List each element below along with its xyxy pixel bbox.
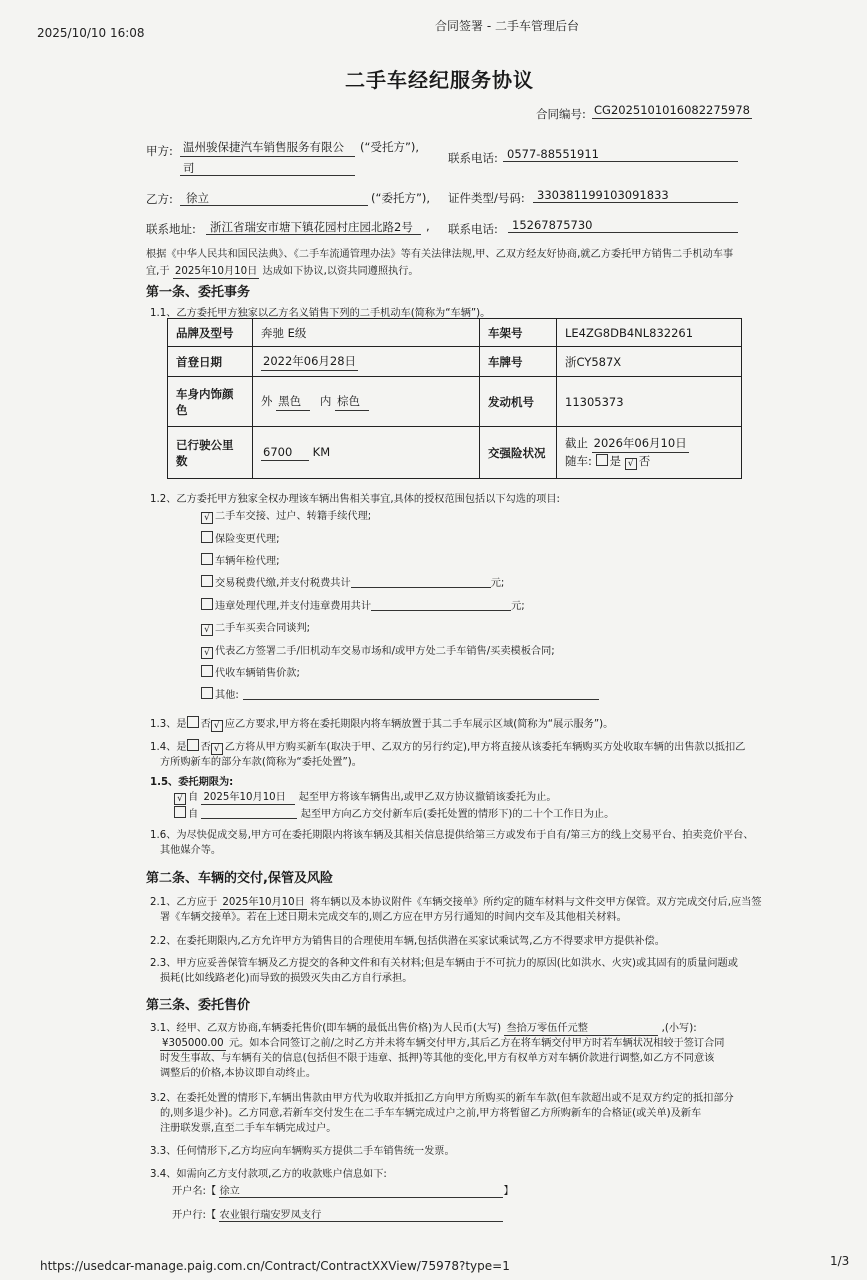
term-from-label: 自 — [188, 792, 199, 803]
engine-value: 11305373 — [557, 377, 742, 427]
bank-row — [172, 1206, 503, 1222]
clause-3-2-line-3: 注册联发票,直至二手车车辆完成过户。 — [160, 1123, 337, 1134]
party-b-label: 乙方: — [146, 192, 173, 206]
article-2-heading: 第二条、车辆的交付,保管及风险 — [146, 871, 333, 886]
option-checkbox[interactable] — [201, 687, 213, 699]
mileage-label-1: 已行驶公里 — [176, 437, 234, 452]
option-label: 违章处理代理,并支付违章费用共计 — [215, 601, 372, 612]
option-label: 其他: — [215, 690, 239, 701]
option-insurance — [201, 530, 280, 545]
clause-1-3-text: 应乙方要求,甲方将在委托期限内将车辆放置于其二手车展示区域(简称为“展示服务”)。 — [224, 719, 614, 730]
insurance-no-checkbox[interactable]: √ — [625, 458, 637, 470]
footer-url: https://usedcar-manage.paig.com.cn/Contract/ContractXXView/75978?type=1 — [40, 1259, 510, 1273]
clause-3-2-line-2: 的,则多退少补)。乙方同意,若新车交付发生在二手车车辆完成过户之前,甲方将暂留乙方所购新车的合格证(或关单)及新车 — [160, 1108, 702, 1119]
interior-prefix: 内 — [319, 393, 332, 408]
option-label: 保险变更代理; — [215, 534, 280, 545]
clause-3-3: 3.3、任何情形下,乙方均应向车辆购买方提供二手车销售统一发票。 — [150, 1146, 455, 1157]
insurance-yes-label: 是 — [609, 454, 622, 468]
interior-color: 棕色 — [335, 393, 369, 411]
plate-value: 浙CY587X — [557, 347, 742, 377]
clause-3-1-line-3: 时发生事故、与车辆有关的信息(包括但不限于违章、抵押)等其他的变化,甲方有权单方对车辆价款进行调整,如乙方不同意该 — [160, 1053, 715, 1064]
party-b-role: (“委托方”), — [371, 191, 431, 205]
clause-3-2-line-1: 3.2、在委托处置的情形下,车辆出售款由甲方代为收取并抵扣乙方向甲方所购买的新车车款(但车款超出或不足双方约定的抵扣部分 — [150, 1093, 734, 1104]
document-title: 二手车经纪服务协议 — [345, 68, 534, 92]
color-value — [253, 377, 480, 427]
print-datetime: 2025/10/10 16:08 — [37, 26, 145, 40]
option-negotiation — [201, 619, 310, 636]
price-lower: ¥305000.00 — [162, 1038, 224, 1049]
preamble-suffix: 达成如下协议,以资共同遵照执行。 — [262, 266, 419, 277]
option-checkbox[interactable] — [201, 575, 213, 587]
color-label-1: 车身内饰颜 — [176, 386, 234, 401]
party-b-id: 330381199103091833 — [537, 188, 669, 202]
option-sign-contract — [201, 642, 555, 659]
clause-1-3-no-checkbox[interactable]: √ — [211, 720, 223, 732]
insurance-yes-checkbox[interactable] — [596, 454, 608, 466]
option-label: 二手车买卖合同谈判; — [215, 623, 311, 634]
clause-1-6-line-1: 1.6、为尽快促成交易,甲方可在委托期限内将该车辆及其相关信息提供给第三方或发布于自有/第三方的线上交易平台、拍卖竞价平台、 — [150, 830, 754, 841]
exterior-prefix: 外 — [261, 393, 273, 408]
mileage-value — [253, 427, 480, 479]
clause-2-1-text: 将车辆以及本协议附件《车辆交接单》所约定的随车材料与文件交甲方保管。双方完成交付后,应当签 — [310, 897, 762, 908]
option-checkbox[interactable]: √ — [201, 647, 213, 659]
plate-label: 车牌号 — [480, 347, 557, 377]
preamble-line-2 — [146, 262, 419, 279]
insurance-date: 2026年06月10日 — [592, 435, 689, 453]
account-name-label: 开户名: — [172, 1186, 206, 1197]
clause-2-1-cont: 署《车辆交接单》。若在上述日期未完成交车的,则乙方应在甲方另行通知的时间内交车及其他相关材料。 — [160, 912, 627, 923]
term-from-label-2: 自 — [188, 809, 199, 820]
option-checkbox[interactable]: √ — [201, 624, 213, 636]
mileage-number: 6700 — [261, 445, 309, 461]
clause-2-3-line-1: 2.3、甲方应妥善保管车辆及乙方提交的各种文件和有关材料;但是车辆由于不可抗力的原因(比如洪水、火灾)或其固有的质量问题或 — [150, 958, 738, 969]
option-label: 二手车交接、过户、转籍手续代理; — [215, 511, 372, 522]
article-3-heading: 第三条、委托售价 — [146, 998, 251, 1013]
option-checkbox[interactable] — [201, 553, 213, 565]
option-other — [201, 686, 599, 701]
clause-1-1: 1.1、乙方委托甲方独家以乙方名义销售下列的二手机动车(简称为“车辆”)。 — [150, 308, 491, 319]
clause-3-1-mid: ,(小写): — [661, 1023, 697, 1034]
option-collect-payment — [201, 664, 300, 679]
clause-2-1-prefix: 2.1、乙方应于 — [150, 897, 218, 908]
option-tax — [201, 574, 504, 589]
clause-1-3-yes: 1.3、是 — [150, 719, 187, 730]
party-a-label: 甲方: — [146, 144, 173, 158]
vehicle-info-table — [167, 318, 742, 479]
bank-label: 开户行: — [172, 1210, 206, 1221]
party-a-name-2: 司 — [183, 161, 195, 175]
clause-3-1-prefix: 3.1、经甲、乙双方协商,车辆委托售价(即车辆的最低出售价格)为人民币(大写) — [150, 1023, 502, 1034]
reg-date-label: 首登日期 — [168, 347, 253, 377]
account-name: 徐立 — [219, 1186, 240, 1197]
term-option-1-text: 起至甲方将该车辆售出,或甲乙双方协议撤销该委托为止。 — [298, 792, 557, 803]
clause-1-3-no: 否 — [200, 719, 211, 730]
clause-1-3 — [150, 715, 613, 732]
party-a-phone: 0577-88551911 — [507, 147, 599, 161]
color-label-2: 色 — [176, 402, 188, 417]
option-checkbox[interactable] — [201, 598, 213, 610]
term-start-date: 2025年10月10日 — [201, 788, 295, 805]
party-a-role: (“受托方”), — [360, 140, 420, 154]
price-upper: 叁拾万零伍仟元整 — [504, 1019, 658, 1036]
clause-1-4-text: 乙方将从甲方购买新车(取决于甲、乙双方的另行约定),甲方将直接从该委托车辆购买方处收取车辆的出售款以抵扣乙 — [224, 742, 746, 753]
mileage-unit: KM — [312, 444, 331, 459]
term-option-1-checkbox[interactable]: √ — [174, 793, 186, 805]
clause-1-4-cont: 方所购新车的部分车款(简称为“委托处置”)。 — [160, 757, 362, 768]
delivery-date: 2025年10月10日 — [220, 893, 306, 910]
account-name-field — [219, 1182, 503, 1198]
mileage-label — [168, 427, 253, 479]
option-suffix: 元; — [490, 578, 505, 589]
bank-name: 农业银行瑞安罗凤支行 — [219, 1210, 322, 1221]
party-b-address-label: 联系地址: — [146, 222, 196, 236]
reg-date-cell — [253, 347, 480, 377]
party-b-phone: 15267875730 — [512, 218, 593, 232]
option-label: 代收车辆销售价款; — [215, 668, 300, 679]
bank-field — [219, 1206, 503, 1222]
insurance-follow-label: 随车: — [565, 454, 592, 468]
address-comma: , — [426, 219, 430, 233]
bracket-right: 】 — [503, 1186, 514, 1197]
account-name-row — [172, 1182, 514, 1198]
option-suffix: 元; — [511, 601, 525, 612]
article-1-heading: 第一条、委托事务 — [146, 285, 251, 300]
color-label — [168, 377, 253, 427]
option-label: 交易税费代缴,并支付税费共计 — [215, 578, 351, 589]
party-b-phone-label: 联系电话: — [448, 222, 498, 236]
party-b-name: 徐立 — [186, 191, 209, 205]
vin-label: 车架号 — [480, 319, 557, 347]
party-a-phone-label: 联系电话: — [448, 151, 498, 165]
clause-1-4-no: 否 — [200, 742, 211, 753]
party-a-name-1: 温州骏保捷汽车销售服务有限公 — [183, 140, 344, 154]
term-option-2 — [174, 805, 614, 820]
option-label: 代表乙方签署二手/旧机动车交易市场和/或甲方处二手车销售/买卖模板合同; — [215, 646, 555, 657]
exterior-color: 黑色 — [276, 393, 310, 411]
clause-1-5-label: 1.5、委托期限为: — [150, 777, 234, 788]
clause-3-4: 3.4、如需向乙方支付款项,乙方的收款账户信息如下: — [150, 1169, 387, 1180]
bracket-left: 【 — [206, 1186, 217, 1197]
option-violation — [201, 597, 525, 612]
party-b-id-label: 证件类型/号码: — [448, 191, 525, 205]
contract-no-label: 合同编号: — [536, 107, 586, 121]
insurance-value — [557, 427, 742, 479]
insurance-no-label: 否 — [638, 454, 651, 468]
page-title: 合同签署 - 二手车管理后台 — [435, 19, 579, 33]
clause-1-4-yes: 1.4、是 — [150, 742, 187, 753]
bracket-left: 【 — [206, 1210, 217, 1221]
term-option-2-checkbox[interactable] — [174, 806, 186, 818]
engine-label: 发动机号 — [480, 377, 557, 427]
agreement-date: 2025年10月10日 — [173, 262, 259, 279]
preamble-prefix: 宜,于 — [146, 266, 170, 277]
preamble-line-1: 根据《中华人民共和国民法典》、《二手车流通管理办法》等有关法律法规,甲、乙双方经友好协商,就乙方委托甲方销售二手机动车事 — [146, 249, 734, 260]
insurance-until-label: 截止 — [565, 436, 588, 450]
term-option-2-text: 起至甲方向乙方交付新车后(委托处置的情形下)的二十个工作日为止。 — [300, 809, 615, 820]
contract-no: CG2025101016082275978 — [594, 103, 750, 117]
option-label: 车辆年检代理; — [215, 556, 280, 567]
clause-1-3-yes-checkbox[interactable] — [187, 716, 199, 728]
vin-value: LE4ZG8DB4NL832261 — [557, 319, 742, 347]
option-checkbox[interactable]: √ — [201, 512, 213, 524]
clause-1-4-yes-checkbox[interactable] — [187, 739, 199, 751]
option-transfer — [201, 507, 371, 524]
reg-date-value: 2022年06月28日 — [261, 353, 358, 371]
party-b-address: 浙江省瑞安市塘下镇花园村庄园北路2号 — [210, 220, 413, 234]
option-checkbox[interactable] — [201, 531, 213, 543]
clause-1-6-line-2: 其他媒介等。 — [160, 845, 222, 856]
clause-2-2: 2.2、在委托期限内,乙方允许甲方为销售目的合理使用车辆,包括供潜在买家试乘试驾,乙方不得要求甲方提供补偿。 — [150, 936, 665, 947]
clause-1-2: 1.2、乙方委托甲方独家全权办理该车辆出售相关事宜,具体的授权范围包括以下勾选的项目: — [150, 494, 560, 505]
clause-1-4-no-checkbox[interactable]: √ — [211, 743, 223, 755]
brand-value: 奔驰 E级 — [253, 319, 480, 347]
clause-3-1-text: 元。如本合同签订之前/之时乙方并未将车辆交付甲方,其后乙方在将车辆交付甲方时若车辆状况相较于签订合同 — [228, 1038, 725, 1049]
option-checkbox[interactable] — [201, 665, 213, 677]
mileage-label-2: 数 — [176, 453, 188, 468]
page-number: 1/3 — [830, 1254, 850, 1268]
clause-3-1-line-4: 调整后的价格,本协议即自动终止。 — [160, 1068, 317, 1079]
insurance-label: 交强险状况 — [480, 427, 557, 479]
clause-2-3-line-2: 损耗(比如线路老化)而导致的损毁灭失由乙方自行承担。 — [160, 973, 413, 984]
brand-label: 品牌及型号 — [168, 319, 253, 347]
term-option-1 — [174, 788, 557, 805]
option-inspection — [201, 552, 280, 567]
